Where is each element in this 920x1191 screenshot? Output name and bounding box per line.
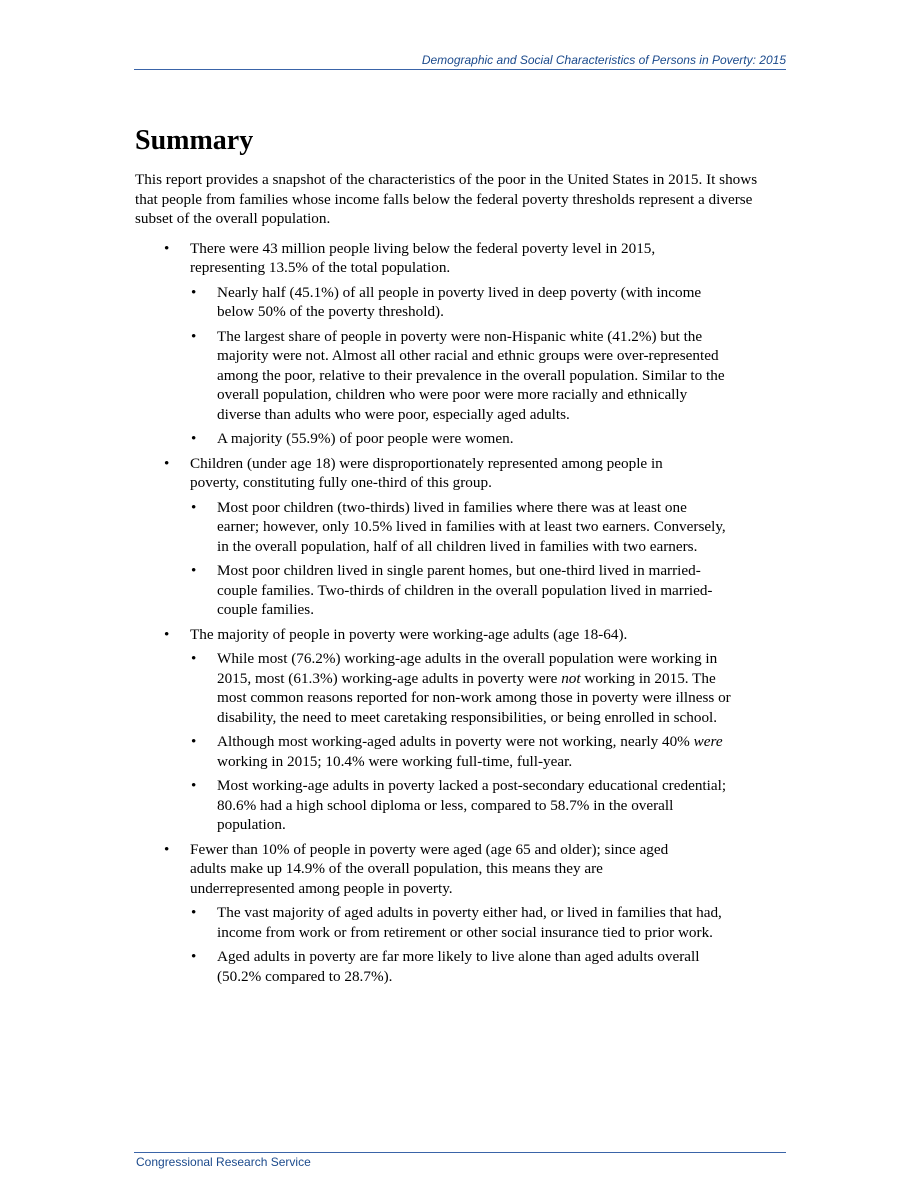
sub-bullet-text: • A majority (55.9%) of poor people were women. (217, 430, 514, 447)
sub-bullet-list (190, 903, 775, 986)
text-run: Although most working-aged adults in poverty were not working, nearly 40% (217, 733, 694, 750)
sub-bullet-list (190, 283, 775, 449)
sub-bullet-item (190, 283, 775, 322)
sub-bullet-list (190, 498, 775, 620)
emphasis-text: not (561, 669, 581, 687)
bullet-text: • The majority of people in poverty were working-age adults (age 18-64). (190, 625, 628, 643)
sub-bullet-item (190, 947, 775, 986)
bullet-item (135, 454, 775, 620)
footer-source: Congressional Research Service (136, 1155, 311, 1169)
sub-bullet-text: • Most working-age adults in poverty lacked a post-secondary educational credential; 80.6% had a high school diploma or less, compared to 58.7% in the overall population. (217, 777, 727, 833)
header-divider (134, 69, 786, 70)
bullet-text: • Fewer than 10% of people in poverty were aged (age 65 and older); since aged adults make up 14.9% of the overall population, this means they are underrepresented among people in poverty. (190, 840, 669, 897)
running-header: Demographic and Social Characteristics of Persons in Poverty: 2015 (421, 53, 786, 67)
sub-bullet-item (190, 498, 775, 557)
bullet-item (135, 625, 775, 835)
sub-bullet-item (190, 649, 775, 727)
bullet-text: • There were 43 million people living below the federal poverty level in 2015, representing 13.5% of the total population. (190, 239, 656, 276)
sub-bullet-item (190, 429, 775, 449)
emphasis-text: were (693, 733, 723, 750)
sub-bullet-text: • Most poor children lived in single parent homes, but one-third lived in married-couple families. Two-thirds of children in the overall population lived in married-couple families. (217, 562, 713, 618)
bullet-text: • Children (under age 18) were disproportionately represented among people in poverty, constituting fully one-third of this group. (190, 454, 663, 491)
intro-paragraph: This report provides a snapshot of the characteristics of the poor in the United States in 2015. It shows that people from families whose income falls below the federal poverty thresholds represent a diverse subset of the overall population. (135, 171, 758, 227)
sub-bullet-list (190, 649, 775, 835)
sub-bullet-item (190, 776, 775, 835)
text-run: working in 2015; 10.4% were working full-time, full-year. (217, 752, 573, 770)
bullet-item (135, 840, 775, 987)
sub-bullet-item (190, 903, 775, 942)
bullet-item (135, 239, 775, 449)
footer-divider (134, 1152, 786, 1153)
bullet-list (135, 239, 775, 987)
sub-bullet-item (190, 561, 775, 620)
sub-bullet-text: • Most poor children (two-thirds) lived in families where there was at least one earner; however, only 10.5% lived in families with at least two earners. Conversely, in the overall population, half of all children lived in families with two earners. (217, 498, 726, 555)
section-heading: Summary (135, 125, 254, 156)
sub-bullet-text: • Aged adults in poverty are far more likely to live alone than aged adults overall (50.2% compared to 28.7%). (217, 948, 700, 985)
summary-section (135, 124, 775, 991)
text-run: working in 2015. The most common reasons reported for non-work among those in poverty were illness or disability, the need to meet caretaking responsibilities, or being enrolled in school. (217, 669, 731, 726)
sub-bullet-text: • Nearly half (45.1%) of all people in poverty lived in deep poverty (with income below 50% of the poverty threshold). (217, 283, 702, 320)
sub-bullet-text: • The vast majority of aged adults in poverty either had, or lived in families that had, income from work or from retirement or other social insurance tied to prior work. (217, 904, 722, 941)
sub-bullet-item (190, 732, 775, 771)
sub-bullet-text (217, 649, 732, 727)
sub-bullet-text: • The largest share of people in poverty were non-Hispanic white (41.2%) but the majority were not. Almost all other racial and ethnic groups were over-represented among the poor, relative to their prevalence in the overall population. Similar to the overall population, children who were poor were more racially and ethnically diverse than adults who were poor, especially aged adults. (217, 327, 725, 423)
sub-bullet-text (217, 732, 732, 771)
sub-bullet-item (190, 327, 775, 425)
text-run: While most (76.2%) working-age adults in the overall population were working in 2015, most (61.3%) working-age adults in poverty were (217, 650, 718, 687)
